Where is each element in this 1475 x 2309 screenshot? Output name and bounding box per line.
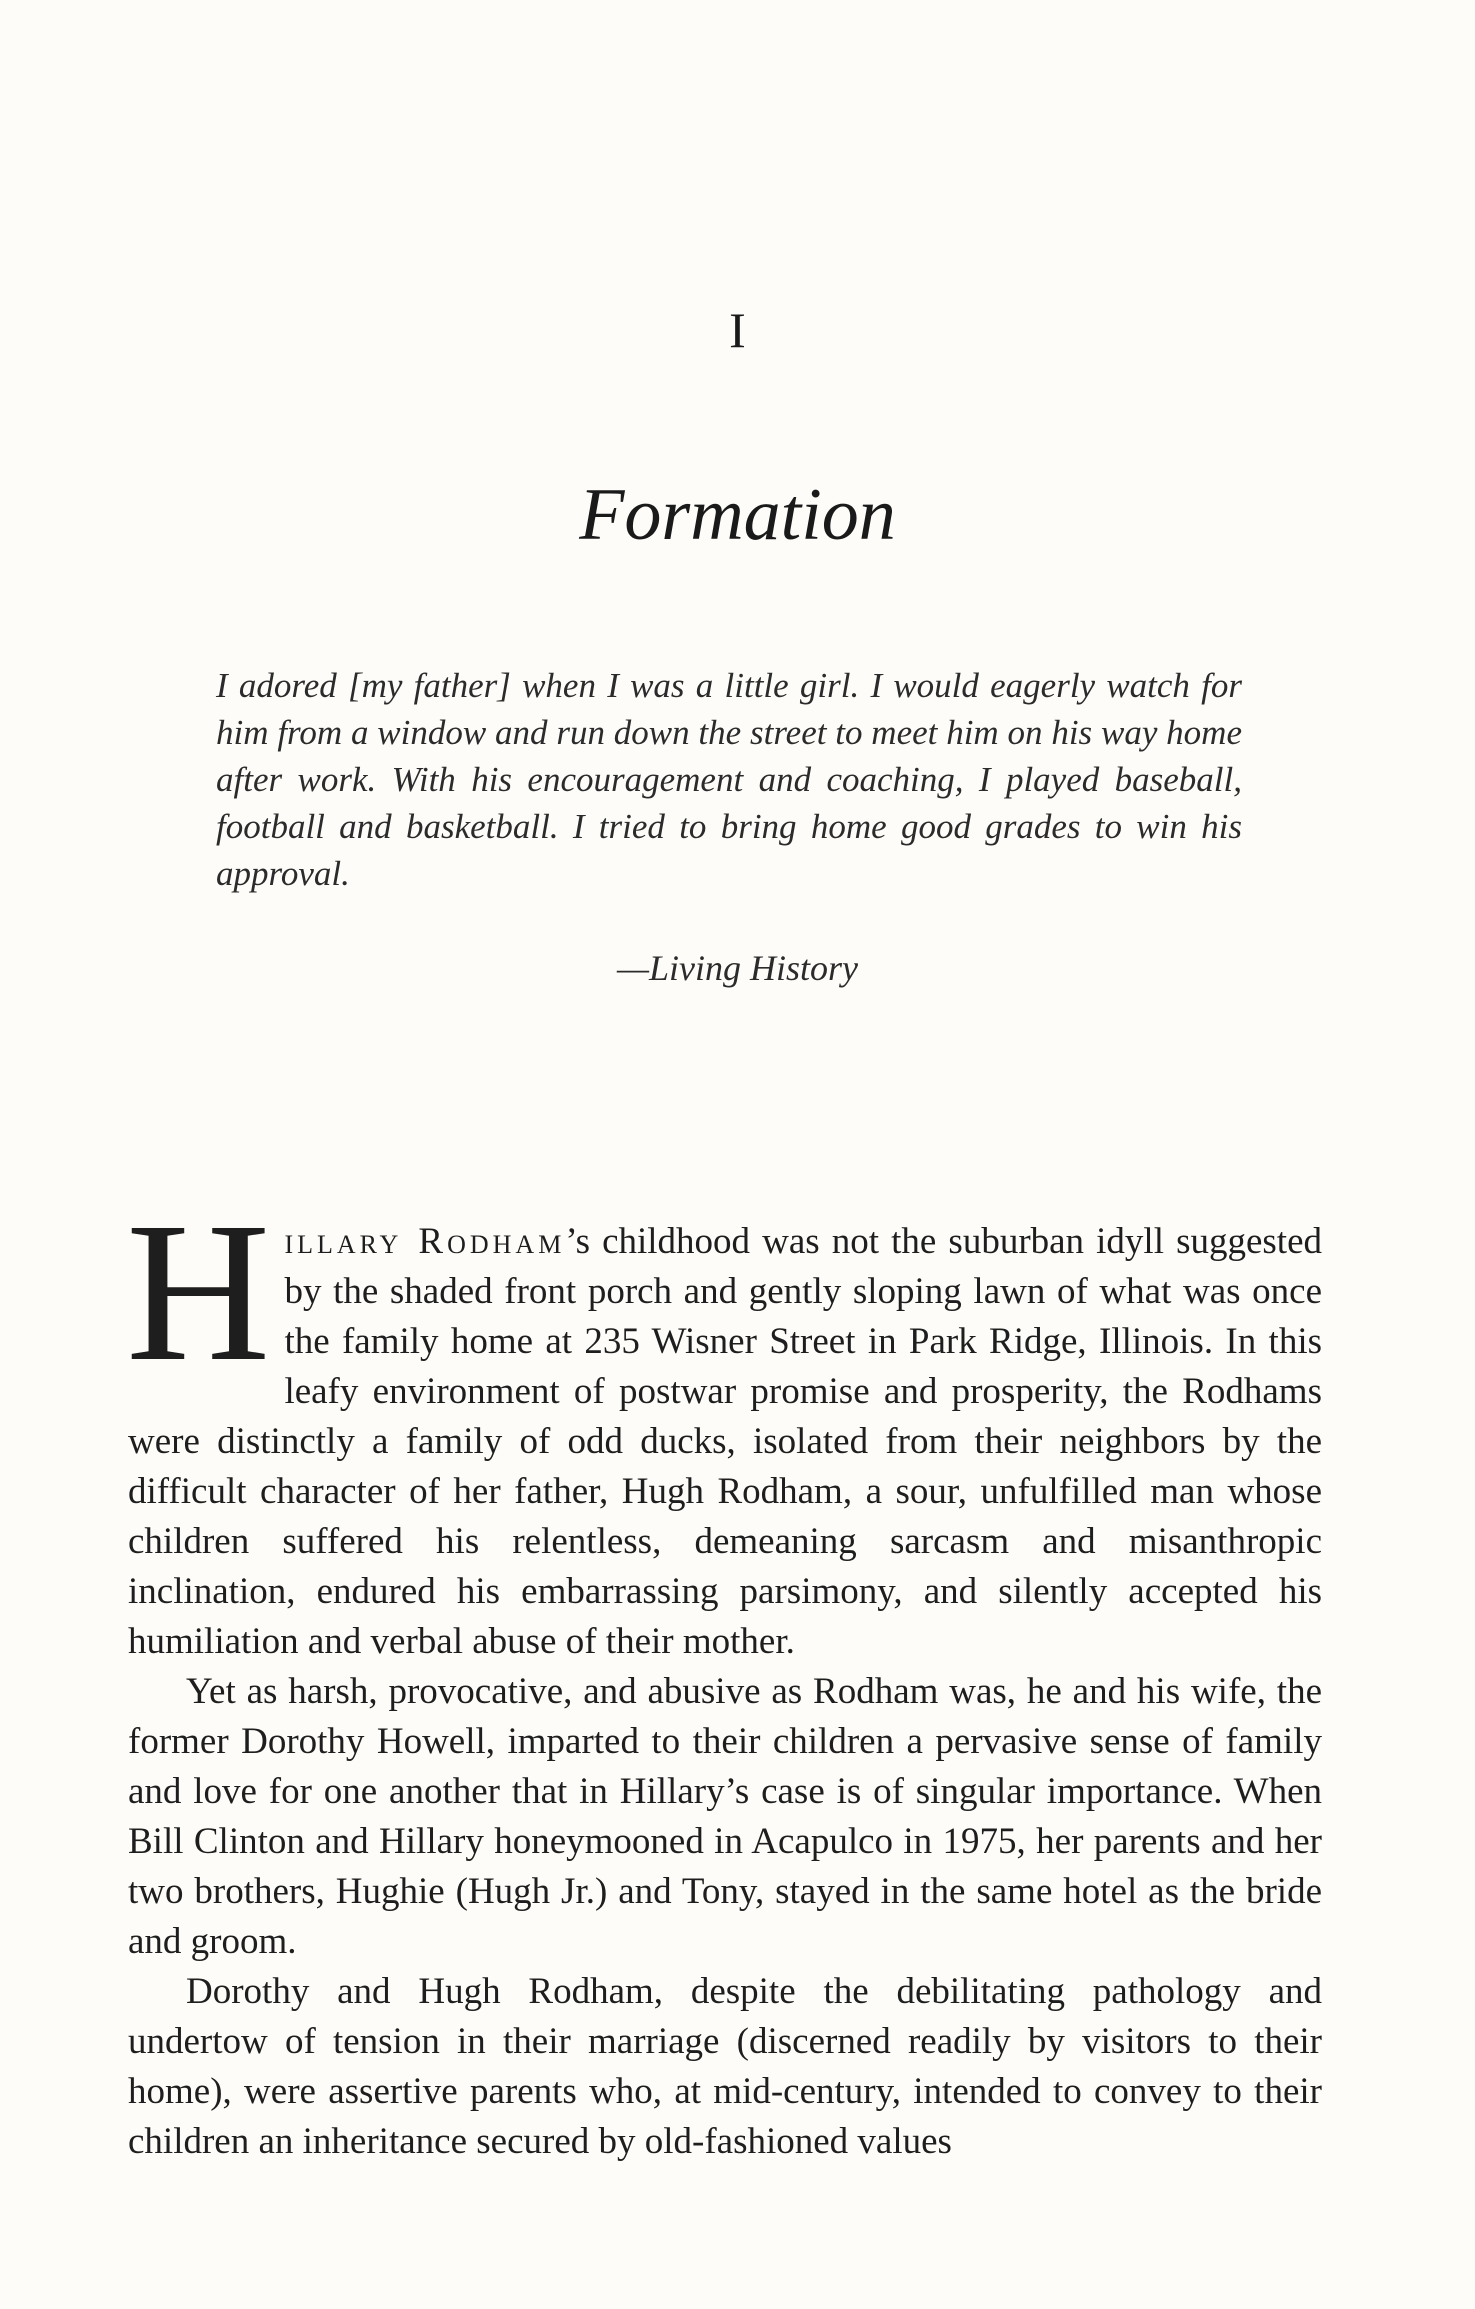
drop-cap: H <box>126 1182 271 1403</box>
chapter-title: Formation <box>579 474 896 556</box>
body-paragraph-1 <box>126 1182 1322 1667</box>
chapter-body <box>126 1182 1322 2167</box>
body-paragraph-3: Dorothy and Hugh Rodham, despite the debilitating pathology and undertow of tension in their marriage (discerned readily by visitors to their home), were assertive parents who, at mid-century, intended to convey to their children an inheritance secured by old-fashioned values <box>128 1971 1322 2162</box>
lead-in-small-caps: illary Rodham <box>284 1221 566 1262</box>
body-paragraph-2: Yet as harsh, provocative, and abusive as Rodham was, he and his wife, the former Dorothy Howell, imparted to their children a pervasive sense of family and love for one another that in Hillary’s case is of singular importance. When Bill Clinton and Hillary honeymooned in Acapulco in 1975, her parents and her two brothers, Hughie (Hugh Jr.) and Tony, stayed in the same hotel as the bride and groom. <box>128 1671 1322 1962</box>
paragraph-1-text: ’s childhood was not the suburban idyll suggested by the shaded front porch and gently sloping lawn of what was once the family home at 235 Wisner Street in Park Ridge, Illinois. In this leafy environment of postwar promise and prosperity, the Rodhams were distinctly a family of odd ducks, isolated from their neighbors by the difficult character of her father, Hugh Rodham, a sour, unfulfilled man whose children suffered his relentless, demeaning sarcasm and misanthropic inclination, endured his embarrassing parsimony, and silently accepted his humiliation and verbal abuse of their mother. <box>128 1221 1322 1662</box>
chapter-number: I <box>729 302 746 358</box>
epigraph-quote: I adored [my father] when I was a little girl. I would eagerly watch for him from a window and run down the street to meet him on his way home after work. With his encouragement and coaching, I played baseball, football and basketball. I tried to bring home good grades to win his approval. <box>216 666 1242 893</box>
epigraph-source: —Living History <box>616 948 858 988</box>
